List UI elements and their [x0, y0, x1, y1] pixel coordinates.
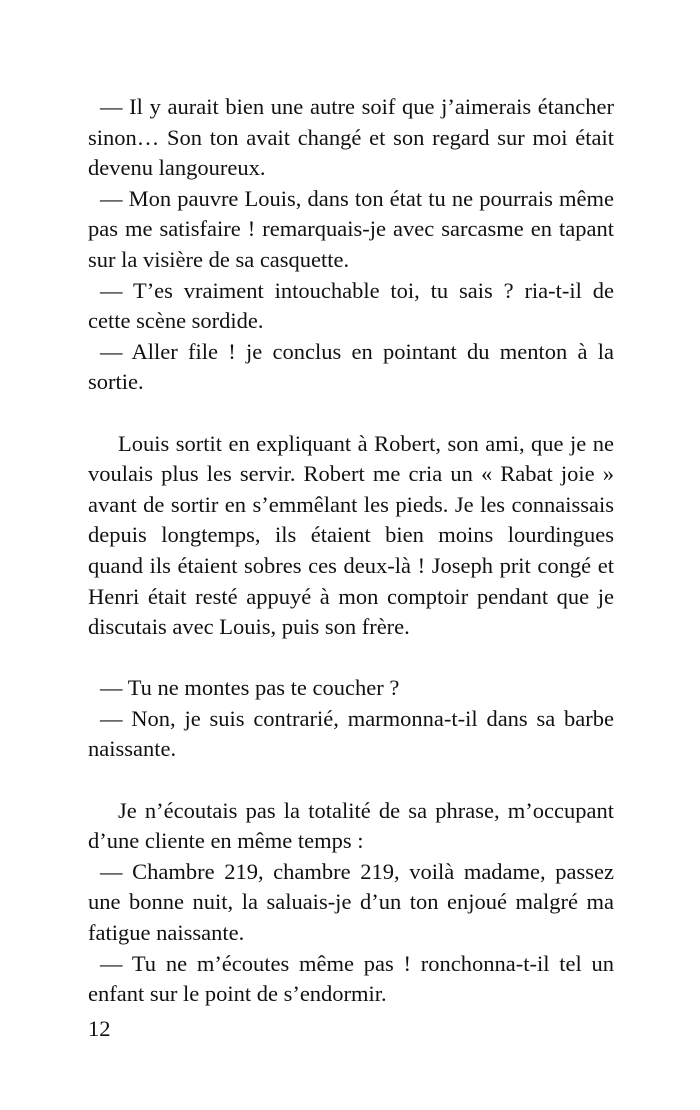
dialogue-paragraph: — Aller file ! je conclus en pointant du menton à la sortie.	[88, 338, 614, 395]
paragraph-gap	[88, 643, 614, 674]
dialogue-paragraph: — Non, je suis contrarié, marmonna-t-il dans sa barbe naissante.	[88, 705, 614, 762]
narration-paragraph: Je n’écoutais pas la totalité de sa phrase, m’occupant d’une cliente en même temps :	[88, 797, 614, 854]
dialogue-paragraph: — Tu ne montes pas te coucher ?	[100, 675, 400, 701]
paragraph-gap	[88, 765, 614, 796]
paragraph-gap	[88, 398, 614, 429]
dialogue-paragraph: — Tu ne m’écoutes même pas ! ronchonna-t-il tel un enfant sur le point de s’endormir.	[88, 950, 614, 1007]
dialogue-paragraph: — Chambre 219, chambre 219, voilà madame, passez une bonne nuit, la saluais-je d’un ton enjoué malgré ma fatigue naissante.	[88, 858, 614, 946]
dialogue-paragraph: — Il y aurait bien une autre soif que j’aimerais étancher sinon… Son ton avait changé et son regard sur moi était devenu langoureux.	[88, 94, 614, 181]
body-text	[88, 92, 614, 1010]
dialogue-paragraph: — T’es vraiment intouchable toi, tu sais ? ria-t-il de cette scène sordide.	[88, 277, 614, 334]
dialogue-paragraph: — Mon pauvre Louis, dans ton état tu ne pourrais même pas me satisfaire ! remarquais-je avec sarcasme en tapant sur la visière de sa casquette.	[88, 185, 614, 272]
page-number: 12	[88, 1016, 111, 1041]
narration-paragraph: Louis sortit en expliquant à Robert, son ami, que je ne voulais plus les servir. Robert me cria un « Rabat joie » avant de sortir en s’emmêlant les pieds. Je les connaissais depuis longtemps, ils étaient bien moins lourdingues quand ils étaient sobres ces deux-là ! Joseph prit congé et Henri était resté appuyé à mon comptoir pendant que je discutais avec Louis, puis son frère.	[88, 430, 614, 640]
